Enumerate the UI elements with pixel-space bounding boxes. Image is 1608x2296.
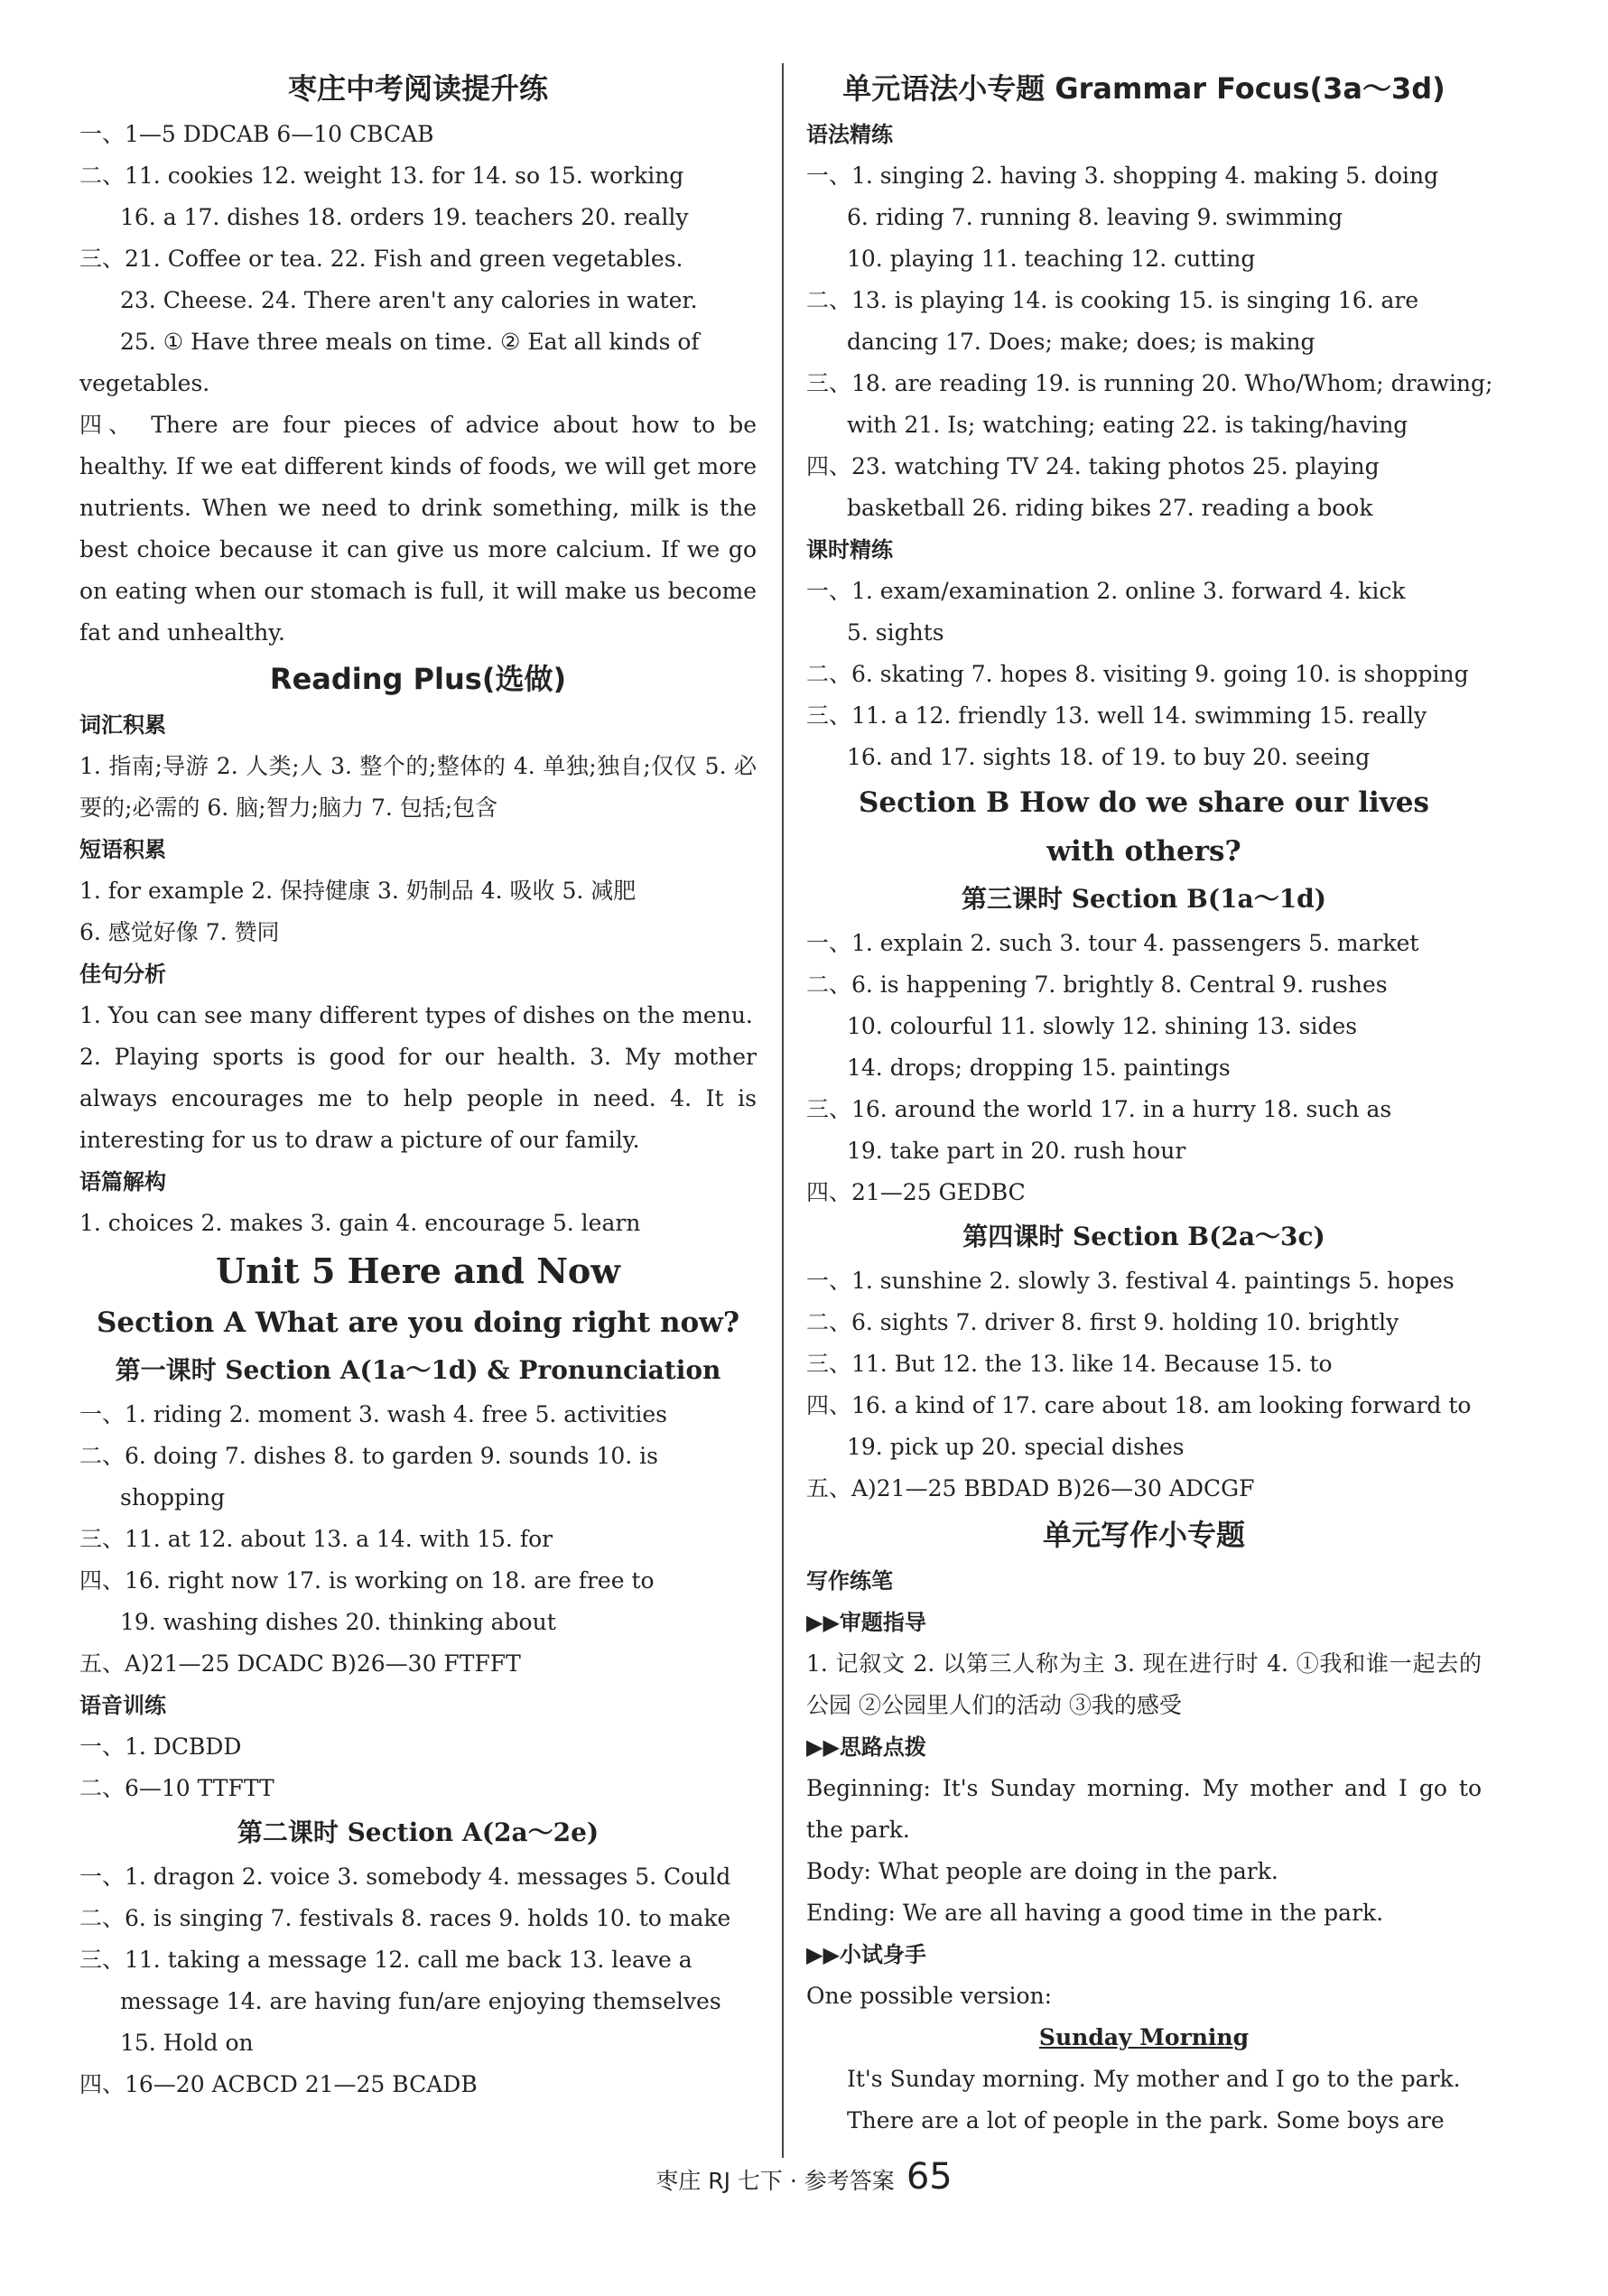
- answer-line: 三、16. around the world 17. in a hurry 18. such as: [806, 1096, 1392, 1122]
- answer-line: Ending: We are all having a good time in the park.: [806, 1900, 1384, 1926]
- answer-line: 10. playing 11. teaching 12. cutting: [847, 246, 1256, 272]
- answer-line: 6. riding 7. running 8. leaving 9. swimming: [847, 204, 1343, 230]
- sub-label: 佳句分析: [79, 962, 166, 987]
- answer-paragraph: 25. ① Have three meals on time. ② Eat all kinds of: [120, 329, 700, 355]
- answer-line: 四、16. a kind of 17. care about 18. am looking forward to: [806, 1392, 1472, 1418]
- answer-paragraph: 三、11. taking a message 12. call me back 13. leave a: [79, 1947, 692, 1973]
- answer-line: 一、1. riding 2. moment 3. wash 4. free 5. activities: [79, 1401, 668, 1427]
- answer-line: 三、11. a 12. friendly 13. well 14. swimming 15. really: [806, 702, 1427, 729]
- sub-label: 词汇积累: [79, 712, 166, 738]
- page-number: 65: [906, 2156, 953, 2198]
- answer-line: 四、21—25 GEDBC: [806, 1179, 1026, 1205]
- right-column: [806, 63, 1493, 2142]
- footer-text: 枣庄 RJ 七下 · 参考答案: [655, 2168, 895, 2194]
- answer-paragraph: 四、 There are four pieces of advice about how to be healthy. If we eat different kinds of foods, we will get more nutrients. When we need to drink something, milk is the best choice because it can give us more calcium. If we go on eating when our stomach is full, it will make us become fat and unhealthy.: [79, 412, 757, 646]
- section-heading: 单元写作小专题: [1042, 1518, 1245, 1552]
- essay-title: Sunday Morning: [1038, 2024, 1250, 2050]
- unit-heading: Unit 5 Here and Now: [215, 1250, 620, 1291]
- answer-paragraph: 1. 记叙文 2. 以第三人称为主 3. 现在进行时 4. ①我和谁一起去的公园 ②公园里人们的活动 ③我的感受: [806, 1650, 1482, 1718]
- sub-label: ▶▶小试身手: [806, 1942, 926, 1967]
- answer-line: 三、11. at 12. about 13. a 14. with 15. for: [79, 1526, 553, 1552]
- answer-line: 二、11. cookies 12. weight 13. for 14. so 15. working: [79, 163, 684, 189]
- page-footer: [0, 2156, 1608, 2198]
- answer-line: 一、1. sunshine 2. slowly 3. festival 4. paintings 5. hopes: [806, 1268, 1455, 1294]
- answer-line: 二、6. is happening 7. brightly 8. Central 9. rushes: [806, 971, 1388, 998]
- answer-line: 16. and 17. sights 18. of 19. to buy 20. seeing: [847, 744, 1371, 770]
- answer-line: 5. sights: [847, 619, 944, 646]
- answer-line: shopping: [120, 1484, 226, 1511]
- answer-line: 10. colourful 11. slowly 12. shining 13. sides: [847, 1013, 1358, 1039]
- column-divider: [782, 63, 784, 2158]
- section-heading: 单元语法小专题 Grammar Focus(3a～3d): [842, 71, 1445, 106]
- answer-line: 19. take part in 20. rush hour: [847, 1138, 1186, 1164]
- answer-paragraph: 2. Playing sports is good for our health. 3. My mother always encourages me to help people in need. 4. It is interesting for us to draw a picture of our family.: [79, 1044, 757, 1153]
- section-heading: 枣庄中考阅读提升练: [287, 71, 548, 106]
- answer-line: basketball 26. riding bikes 27. reading a book: [847, 495, 1373, 521]
- answer-line: 二、6. sights 7. driver 8. first 9. holding 10. brightly: [806, 1309, 1399, 1335]
- answer-line: Body: What people are doing in the park.: [806, 1858, 1278, 1884]
- lesson-title: 第三课时 Section B(1a～1d): [961, 884, 1327, 914]
- lesson-title: 第四课时 Section B(2a～3c): [962, 1222, 1325, 1251]
- sub-label: 语篇解构: [79, 1169, 166, 1194]
- answer-line: 三、11. But 12. the 13. like 14. Because 15. to: [806, 1351, 1333, 1377]
- answer-line: 14. drops; dropping 15. paintings: [847, 1055, 1231, 1081]
- answer-line: 三、21. Coffee or tea. 22. Fish and green vegetables.: [79, 246, 683, 272]
- answer-line: 16. a 17. dishes 18. orders 19. teachers 20. really: [120, 204, 689, 230]
- answer-line: 1. You can see many different types of dishes on the menu.: [79, 1002, 753, 1028]
- answer-line: 一、1. explain 2. such 3. tour 4. passengers 5. market: [806, 930, 1419, 956]
- answer-line: One possible version:: [806, 1983, 1053, 2009]
- answer-line: 四、16—20 ACBCD 21—25 BCADB: [79, 2071, 478, 2097]
- answer-paragraph: 二、6. doing 7. dishes 8. to garden 9. sounds 10. is: [79, 1443, 658, 1469]
- answer-line: 一、1. exam/examination 2. online 3. forward 4. kick: [806, 578, 1406, 604]
- section-title: with others?: [1046, 835, 1241, 868]
- answer-line: with 21. Is; watching; eating 22. is taking/having: [847, 412, 1408, 438]
- sub-label: 短语积累: [79, 837, 166, 862]
- sub-label: 课时精练: [806, 537, 893, 562]
- answer-line: message 14. are having fun/are enjoying themselves: [120, 1988, 721, 2014]
- answer-line: 15. Hold on: [120, 2030, 254, 2056]
- answer-line: 19. pick up 20. special dishes: [847, 1434, 1185, 1460]
- lesson-title: 第一课时 Section A(1a～1d) & Pronunciation: [115, 1355, 721, 1385]
- sub-label: 写作练笔: [806, 1568, 893, 1594]
- answer-line: 一、1. singing 2. having 3. shopping 4. making 5. doing: [806, 163, 1439, 189]
- answer-line: 一、1. DCBDD: [79, 1734, 242, 1760]
- answer-line: 一、1—5 DDCAB 6—10 CBCAB: [79, 121, 434, 147]
- lesson-title: 第二课时 Section A(2a～2e): [237, 1817, 600, 1847]
- answer-line: 二、6. skating 7. hopes 8. visiting 9. going 10. is shopping: [806, 661, 1469, 687]
- answer-line: 三、18. are reading 19. is running 20. Who/Whom; drawing;: [806, 370, 1493, 396]
- sub-label: 语音训练: [79, 1693, 166, 1718]
- sub-label: ▶▶思路点拨: [806, 1734, 926, 1760]
- answer-line: 四、16. right now 17. is working on 18. are free to: [79, 1567, 655, 1594]
- answer-line: It's Sunday morning. My mother and I go to the park.: [847, 2066, 1461, 2092]
- section-title: Section A What are you doing right now?: [96, 1306, 740, 1339]
- answer-paragraph: 1. 指南;导游 2. 人类;人 3. 整个的;整体的 4. 单独;独自;仅仅 5. 必要的;必需的 6. 脑;智力;脑力 7. 包括;包含: [79, 753, 757, 821]
- answer-line: 二、6. is singing 7. festivals 8. races 9. holds 10. to make: [79, 1905, 731, 1931]
- answer-line: 五、A)21—25 BBDAD B)26—30 ADCGF: [806, 1475, 1255, 1501]
- section-title: Section B How do we share our lives: [859, 786, 1429, 819]
- answer-line: 1. for example 2. 保持健康 3. 奶制品 4. 吸收 5. 减肥: [79, 878, 637, 904]
- answer-line: 一、1. dragon 2. voice 3. somebody 4. messages 5. Could: [79, 1864, 731, 1890]
- answer-line: dancing 17. Does; make; does; is making: [847, 329, 1315, 355]
- sub-label: ▶▶审题指导: [806, 1610, 926, 1635]
- answer-paragraph: Beginning: It's Sunday morning. My mother and I go to the park.: [806, 1775, 1482, 1843]
- answer-line: 五、A)21—25 DCADC B)26—30 FTFFT: [79, 1650, 521, 1677]
- answer-line: 19. washing dishes 20. thinking about: [120, 1609, 556, 1635]
- left-column: [79, 63, 757, 2105]
- answer-paragraph: There are a lot of people in the park. Some boys are: [847, 2107, 1445, 2133]
- section-heading: Reading Plus(选做): [269, 662, 567, 696]
- answer-line: vegetables.: [79, 370, 210, 396]
- answer-paragraph: 二、13. is playing 14. is cooking 15. is singing 16. are: [806, 287, 1419, 313]
- answer-line: 23. Cheese. 24. There aren't any calories in water.: [120, 287, 698, 313]
- answer-paragraph: 四、23. watching TV 24. taking photos 25. playing: [806, 453, 1380, 479]
- answer-line: 二、6—10 TTFTT: [79, 1775, 274, 1801]
- answer-line: 6. 感觉好像 7. 赞同: [79, 919, 280, 945]
- sub-label: 语法精练: [806, 122, 893, 147]
- answer-line: 1. choices 2. makes 3. gain 4. encourage 5. learn: [79, 1210, 641, 1236]
